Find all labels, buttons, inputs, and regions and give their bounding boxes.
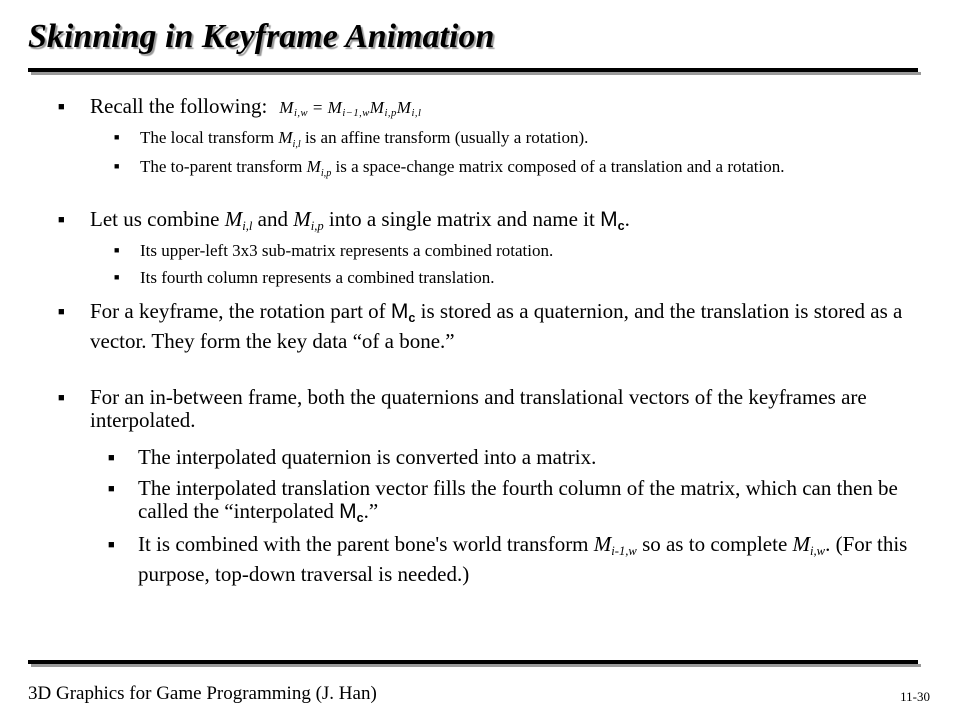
bullet-square-icon: ■: [114, 161, 120, 171]
bullet-square-icon: ■: [58, 392, 65, 404]
bullet-square-icon: ■: [108, 483, 115, 495]
recall-equation: $M_{i,w} = M_{i-1,w}M_{i,p}M_{i,l}$: [279, 98, 422, 119]
slide-number: 11-30: [900, 689, 930, 704]
bullet-square-icon: ■: [114, 132, 120, 142]
bullet-square-icon: ■: [58, 306, 65, 318]
bullet-square-icon: ■: [108, 452, 115, 464]
slide-title: Skinning in Keyframe Animation: [28, 18, 495, 55]
footer-divider: [28, 660, 918, 664]
bullet-square-icon: ■: [114, 245, 120, 255]
bullet-square-icon: ■: [58, 101, 65, 113]
bullet-square-icon: ■: [114, 272, 120, 282]
recall-label: Recall the following:: [90, 94, 268, 118]
bullet-square-icon: ■: [58, 214, 65, 226]
footer-course-title: 3D Graphics for Game Programming (J. Han): [28, 683, 377, 704]
title-divider: [28, 68, 918, 72]
bullet-square-icon: ■: [108, 539, 115, 551]
